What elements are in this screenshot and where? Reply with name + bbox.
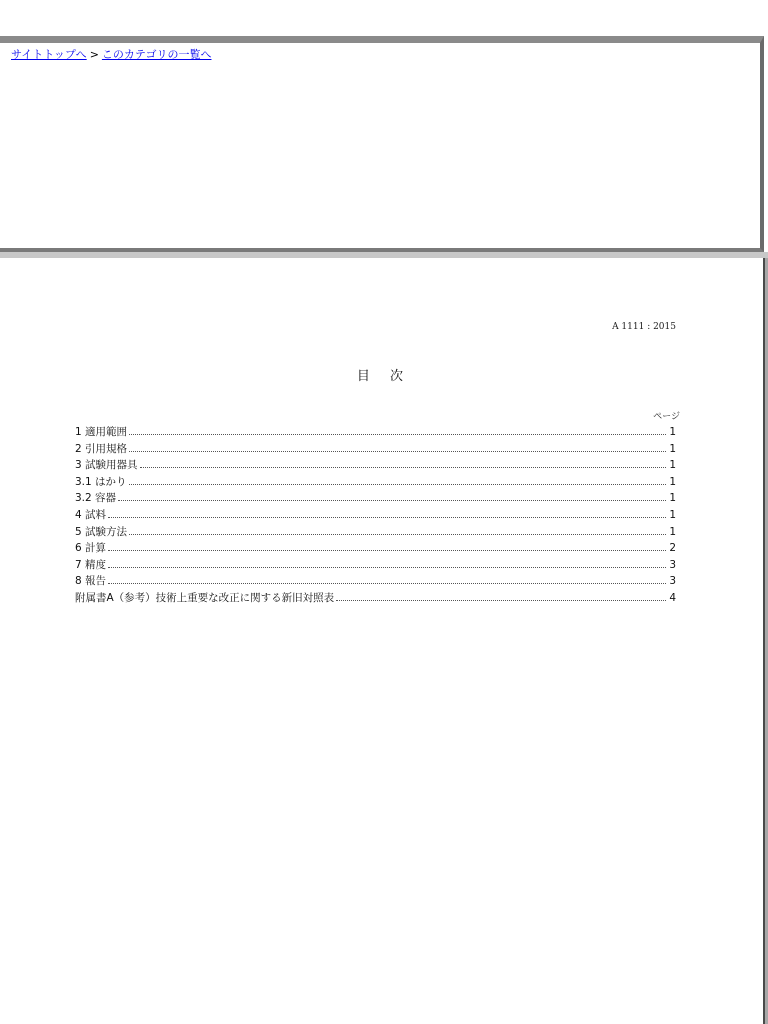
toc-entry-label: 7 精度	[75, 558, 107, 571]
toc-entry	[75, 490, 676, 507]
toc-entry	[75, 540, 676, 557]
breadcrumb	[11, 48, 211, 62]
toc-entry-label: 6 計算	[75, 542, 107, 555]
toc-entry-page: 1	[669, 442, 676, 455]
toc-entry	[75, 524, 676, 541]
toc-entry-label: 1 適用範囲	[75, 426, 128, 438]
site-top-link[interactable]: サイトトップへ	[11, 48, 87, 61]
table-of-contents	[75, 424, 676, 607]
toc-entry-label: 5 試験方法	[75, 525, 128, 538]
toc-entry-page: 1	[669, 475, 676, 488]
leader-dots	[118, 492, 666, 501]
leader-dots	[336, 592, 666, 601]
breadcrumb-separator: >	[89, 48, 99, 61]
leader-dots	[140, 459, 666, 468]
toc-entry	[75, 424, 676, 441]
leader-dots	[129, 526, 666, 535]
toc-entry	[75, 441, 676, 458]
toc-entry-label: 3.1 はかり	[75, 475, 127, 488]
toc-entry-label: 附属書A（参考）技術上重要な改正に関する新旧対照表	[75, 591, 335, 604]
toc-entry-page: 3	[669, 558, 676, 571]
document-frame	[0, 258, 768, 1024]
toc-entry-label: 4 試料	[75, 508, 107, 521]
toc-entry-page: 1	[669, 508, 676, 521]
leader-dots	[129, 443, 666, 452]
toc-entry	[75, 557, 676, 574]
leader-dots	[129, 476, 666, 485]
toc-entry	[75, 573, 676, 590]
toc-title: 目 次	[356, 369, 412, 384]
toc-entry-page: 2	[669, 542, 676, 555]
toc-entry-label: 3 試験用器具	[75, 459, 138, 472]
standard-code: A 1111 : 2015	[612, 322, 676, 332]
leader-dots	[129, 426, 666, 435]
toc-entry	[75, 474, 676, 491]
toc-entry-label: 2 引用規格	[75, 442, 128, 455]
toc-entry-page: 1	[669, 492, 676, 505]
toc-entry	[75, 507, 676, 524]
page-column-label: ページ	[653, 412, 680, 422]
toc-entry-label: 3.2 容器	[75, 492, 117, 505]
toc-entry-page: 1	[669, 525, 676, 538]
toc-entry-page: 4	[669, 591, 676, 604]
leader-dots	[108, 542, 666, 551]
navigation-frame	[0, 36, 764, 252]
toc-entry-page: 3	[669, 575, 676, 588]
toc-entry-page: 1	[669, 426, 676, 438]
toc-entry-page: 1	[669, 459, 676, 472]
leader-dots	[108, 559, 666, 568]
leader-dots	[108, 575, 666, 584]
category-list-link[interactable]: このカテゴリの一覧へ	[101, 48, 212, 61]
toc-entry	[75, 457, 676, 474]
toc-entry-label: 8 報告	[75, 575, 107, 588]
leader-dots	[108, 509, 666, 518]
toc-entry	[75, 590, 676, 607]
